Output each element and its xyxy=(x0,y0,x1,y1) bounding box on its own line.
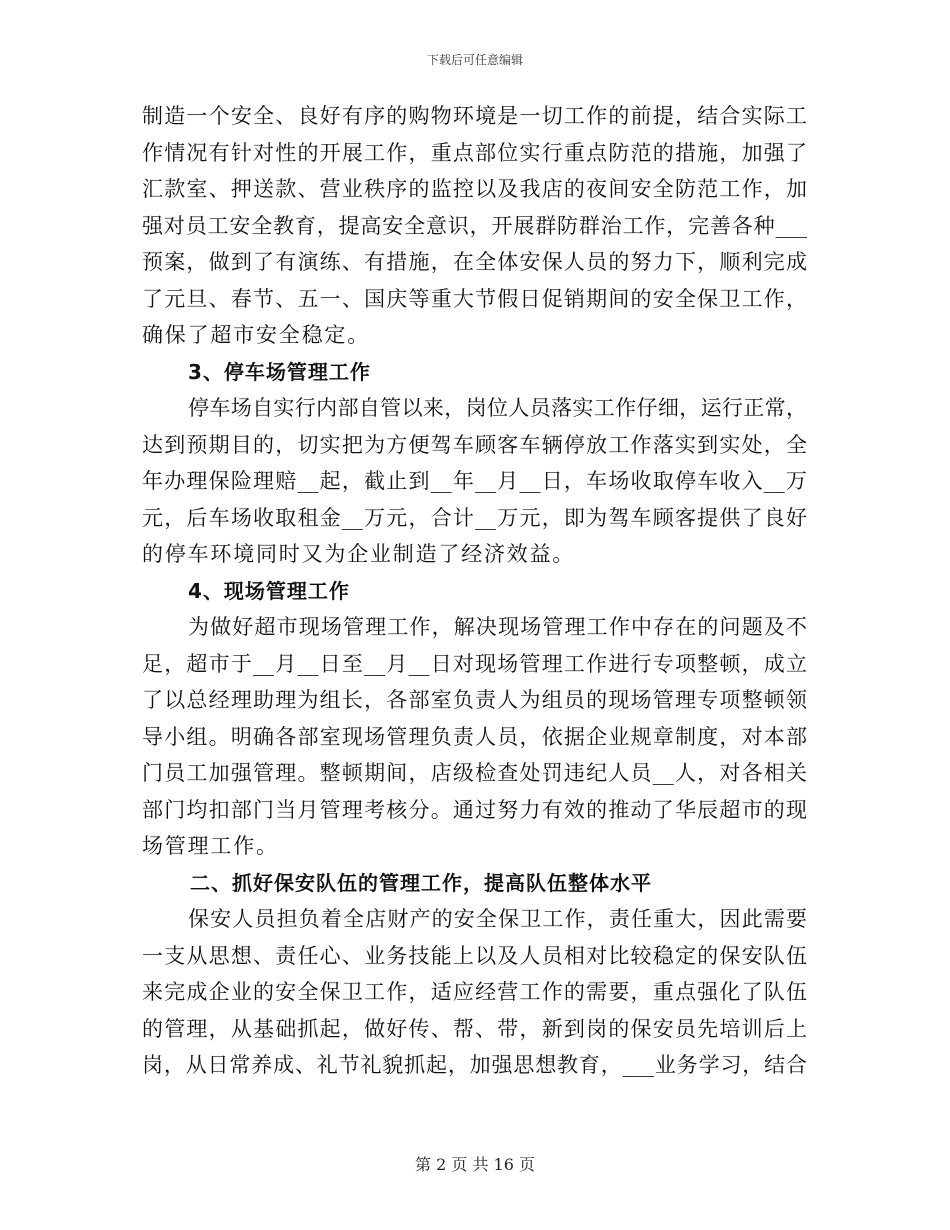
section-heading: 4、现场管理工作 xyxy=(188,578,350,603)
page-number-footer: 第 2 页 共 16 页 xyxy=(415,1155,535,1174)
body-line: 门员工加强管理。整顿期间，店级检查处罚违纪人员__人，对各相关 xyxy=(142,761,807,785)
body-line: 场管理工作。 xyxy=(142,834,279,858)
body-line: 了以总经理助理为组长，各部室负责人为组员的现场管理专项整顿领 xyxy=(142,688,807,712)
body-line: 导小组。明确各部室现场管理负责人员，依据企业规章制度，对本部 xyxy=(142,724,807,749)
body-line: 停车场自实行内部自管以来，岗位人员落实工作仔细，运行正常， xyxy=(188,396,807,420)
body-line: 来完成企业的安全保卫工作，适应经营工作的需要，重点强化了队伍 xyxy=(142,980,807,1004)
body-line: 足，超市于__月__日至__月__日对现场管理工作进行专项整顿，成立 xyxy=(142,651,807,676)
body-line: 部门均扣部门当月管理考核分。通过努力有效的推动了华辰超市的现 xyxy=(142,797,807,822)
body-line: 的停车环境同时又为企业制造了经济效益。 xyxy=(142,542,576,566)
chapter-heading: 二、抓好保安队伍的管理工作，提高队伍整体水平 xyxy=(190,870,652,895)
body-line: 达到预期目的，切实把为方便驾车顾客车辆停放工作落实到实处，全 xyxy=(142,432,807,457)
document-body xyxy=(142,98,807,1084)
body-line: 汇款室、押送款、营业秩序的监控以及我店的夜间安全防范工作，加 xyxy=(142,177,807,201)
page-header-note: 下载后可任意编辑 xyxy=(426,53,523,67)
body-line: 的管理，从基础抓起，做好传、帮、带，新到岗的保安员先培训后上 xyxy=(142,1016,807,1041)
body-line: 预案，做到了有演练、有措施，在全体安保人员的努力下，顺利完成 xyxy=(142,250,807,274)
body-line: 年办理保险理赔__起，截止到__年__月__日，车场收取停车收入__万 xyxy=(142,469,807,493)
body-line: 岗，从日常养成、礼节礼貌抓起，加强思想教育，___业务学习，结合 xyxy=(142,1053,807,1077)
body-line: 制造一个安全、良好有序的购物环境是一切工作的前提，结合实际工 xyxy=(142,104,807,128)
body-line: 元，后车场收取租金__万元，合计__万元，即为驾车顾客提供了良好 xyxy=(142,505,807,530)
body-line: 了元旦、春节、五一、国庆等重大节假日促销期间的安全保卫工作， xyxy=(142,286,807,311)
body-line: 保安人员担负着全店财产的安全保卫工作，责任重大，因此需要 xyxy=(188,907,807,931)
body-line: 为做好超市现场管理工作，解决现场管理工作中存在的问题及不 xyxy=(188,615,807,639)
body-line: 一支从思想、责任心、业务技能上以及人员相对比较稳定的保安队伍 xyxy=(142,943,807,968)
section-heading: 3、停车场管理工作 xyxy=(188,359,371,384)
body-line: 作情况有针对性的开展工作，重点部位实行重点防范的措施，加强了 xyxy=(142,140,807,165)
body-line: 强对员工安全教育，提高安全意识，开展群防群治工作，完善各种___ xyxy=(142,213,807,238)
body-line: 确保了超市安全稳定。 xyxy=(142,323,370,347)
